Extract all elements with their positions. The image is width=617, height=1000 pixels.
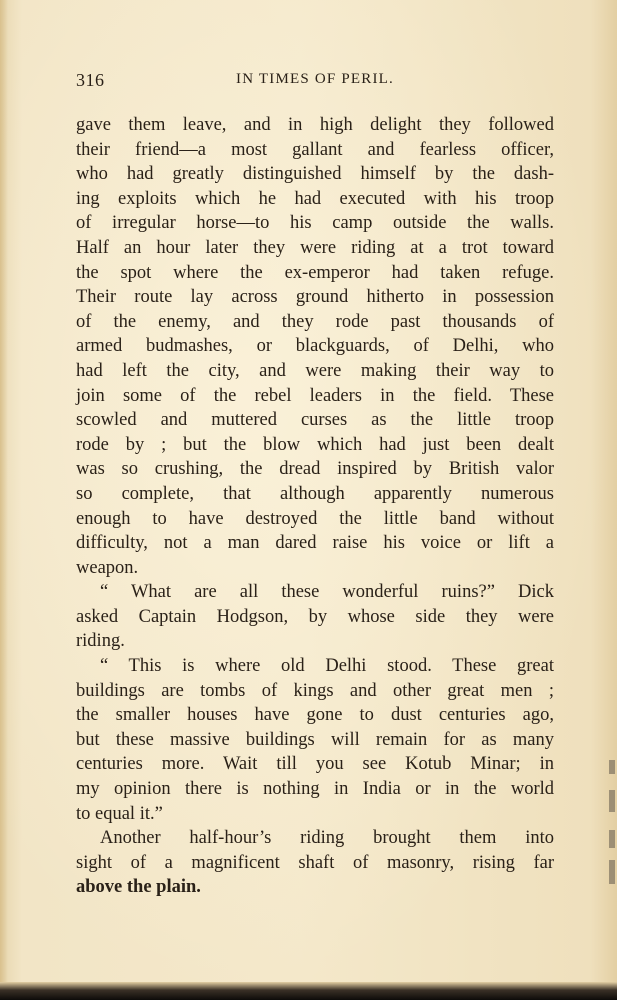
text-line: ing exploits which he had executed with his troop xyxy=(76,188,554,209)
text-line: difficulty, not a man dared raise his voice or lift a xyxy=(76,533,554,554)
text-line: rode by ; but the blow which had just been dealt xyxy=(76,434,554,455)
text-line: “ This is where old Delhi stood. These great xyxy=(100,656,554,677)
text-line: buildings are tombs of kings and other great men ; xyxy=(76,680,554,701)
page-header xyxy=(76,70,554,96)
text-line: Another half-hour’s riding brought them into xyxy=(100,828,554,849)
page-bottom-edge xyxy=(0,982,617,1000)
text-line: asked Captain Hodgson, by whose side they were xyxy=(76,606,554,627)
text-line: the spot where the ex-emperor had taken refuge. xyxy=(76,262,554,283)
text-line: centuries more. Wait till you see Kotub Minar; in xyxy=(76,754,554,775)
text-line: of the enemy, and they rode past thousands of xyxy=(76,311,554,332)
text-line: my opinion there is nothing in India or in the world xyxy=(76,779,554,800)
text-line: gave them leave, and in high delight they followed xyxy=(76,115,554,135)
page-left-shadow xyxy=(0,0,8,1000)
running-title: IN TIMES OF PERIL. xyxy=(236,71,394,87)
text-line: but these massive buildings will remain for as many xyxy=(76,729,554,750)
text-line: scowled and muttered curses as the little troop xyxy=(76,410,554,431)
text-line: “ What are all these wonderful ruins?” Dick xyxy=(100,582,554,603)
text-line: had left the city, and were making their way to xyxy=(76,360,554,381)
text-line: riding. xyxy=(76,631,125,652)
text-line: armed budmashes, or blackguards, of Delhi, who xyxy=(76,336,554,357)
text-line: the smaller houses have gone to dust centuries ago, xyxy=(76,705,554,726)
text-line: of irregular horse—to his camp outside the walls. xyxy=(76,213,554,234)
text-line: who had greatly distinguished himself by the dash- xyxy=(76,164,554,185)
text-line: to equal it.” xyxy=(76,803,163,824)
text-line: was so crushing, the dread inspired by British valor xyxy=(76,459,554,480)
text-line: Half an hour later they were riding at a trot toward xyxy=(76,237,554,258)
scan-artifact xyxy=(603,760,617,900)
page-number: 316 xyxy=(76,70,105,90)
text-line: sight of a magnificent shaft of masonry, rising far xyxy=(76,852,554,873)
text-line: their friend—a most gallant and fearless officer, xyxy=(76,139,554,160)
text-line: so complete, that although apparently numerous xyxy=(76,483,554,504)
body-text xyxy=(76,113,554,900)
text-line: weapon. xyxy=(76,557,139,578)
text-line: enough to have destroyed the little band without xyxy=(76,508,554,529)
text-line: Their route lay across ground hitherto in possession xyxy=(76,287,554,308)
text-line: above the plain. xyxy=(76,877,201,898)
text-line: join some of the rebel leaders in the field. These xyxy=(76,385,554,406)
